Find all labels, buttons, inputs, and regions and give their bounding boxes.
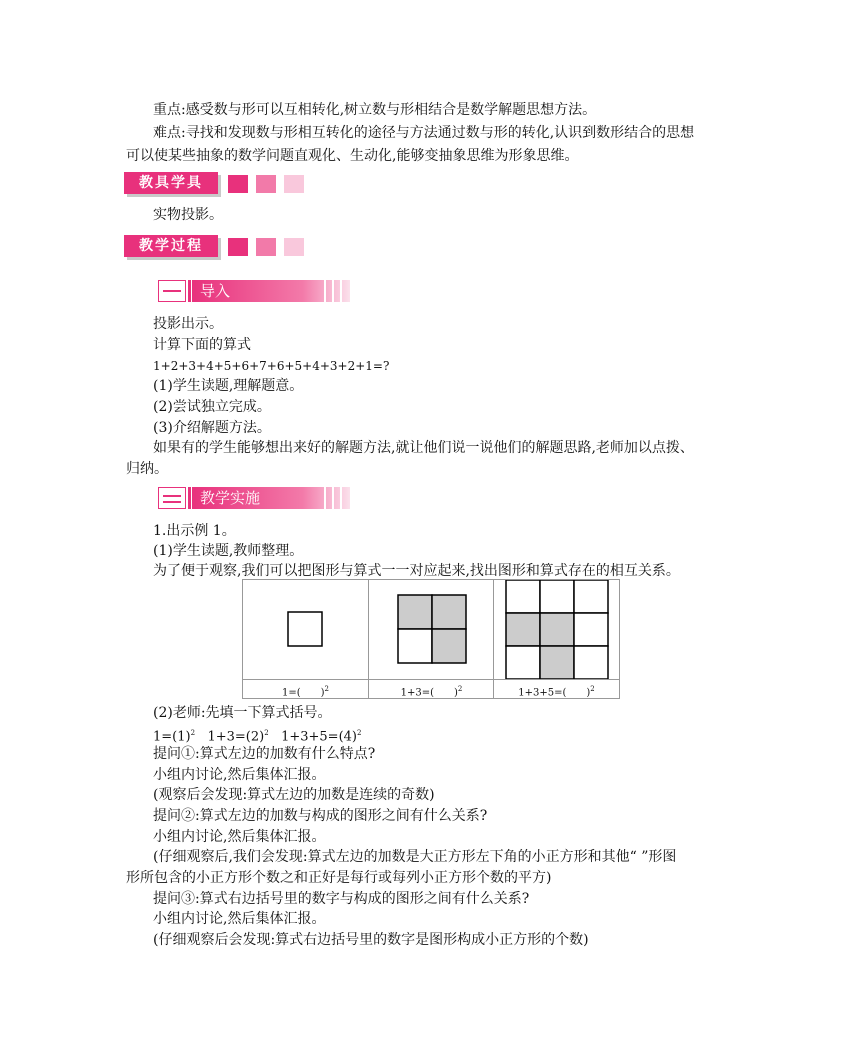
s1-line: (1)学生读题,理解题意。 — [153, 378, 304, 394]
s1-line: 如果有的学生能够想出来好的解题方法,就让他们说一说他们的解题思路,老师加以点拨、 — [153, 440, 694, 456]
s2-line: (2)老师:先填一下算式括号。 — [153, 705, 332, 721]
s1-line: 计算下面的算式 — [153, 337, 251, 353]
s2-line: 提问②:算式左边的加数与构成的图形之间有什么关系? — [153, 808, 488, 824]
section-2-number — [158, 487, 186, 509]
s2-line: (仔细观察后会发现:算式右边括号里的数字是图形构成小正方形的个数) — [153, 932, 589, 948]
section-2-title: 教学实施 — [200, 489, 261, 507]
filled-formulas: $1=(1)^2$ $1+3=(2)^2$ $1+3+5=(4)^2$ — [153, 729, 362, 745]
difficulty-line-2: 可以使某些抽象的数学问题直观化、生动化,能够变抽象思维为形象思维。 — [126, 148, 579, 164]
square-4-drawing — [369, 580, 494, 680]
figure-caption-1: 1=( )$^2$ — [243, 679, 368, 698]
section-1-banner — [158, 280, 350, 302]
s1-line: 投影出示。 — [153, 316, 223, 332]
s2-line: 小组内讨论,然后集体汇报。 — [153, 911, 326, 927]
s2-line: 小组内讨论,然后集体汇报。 — [153, 829, 326, 845]
header-square-1 — [228, 238, 248, 256]
s2-line: 提问①:算式左边的加数有什么特点? — [153, 746, 376, 762]
s2-line: (1)学生读题,教师整理。 — [153, 543, 304, 559]
header-square-2 — [256, 238, 276, 256]
s1-line: 归纳。 — [126, 461, 168, 477]
square-figure — [242, 579, 620, 699]
s1-line: (2)尝试独立完成。 — [153, 399, 271, 415]
header-square-1 — [228, 175, 248, 193]
header-square-3 — [284, 238, 304, 256]
square-9-drawing — [494, 580, 619, 680]
figure-cell-2 — [368, 580, 494, 698]
section-1-title: 导入 — [200, 282, 231, 300]
figure-caption-3: 1+3+5=( )$^2$ — [494, 679, 619, 698]
figure-caption-2: 1+3=( )$^2$ — [369, 679, 494, 698]
section-1-number — [158, 280, 186, 302]
figure-cell-3 — [493, 580, 619, 698]
s2-line: 小组内讨论,然后集体汇报。 — [153, 767, 326, 783]
section-2-banner — [158, 487, 350, 509]
s2-line: (观察后会发现:算式左边的加数是连续的奇数) — [153, 787, 435, 803]
square-1-drawing — [243, 580, 368, 680]
s2-line: 1.出示例 1。 — [153, 523, 236, 539]
s2-line: 提问③:算式右边括号里的数字与构成的图形之间有什么关系? — [153, 891, 530, 907]
s2-line: (仔细观察后,我们会发现:算式左边的加数是大正方形左下角的小正方形和其他“ ”形图 — [153, 849, 677, 865]
process-header-label: 教学过程 — [124, 235, 218, 257]
header-square-2 — [256, 175, 276, 193]
s1-line: (3)介绍解题方法。 — [153, 420, 271, 436]
tools-header-label: 教具学具 — [124, 172, 218, 194]
difficulty-line-1: 难点:寻找和发现数与形相互转化的途径与方法通过数与形的转化,认识到数形结合的思想 — [153, 125, 695, 141]
key-point: 重点:感受数与形可以互相转化,树立数与形相结合是数学解题思想方法。 — [153, 102, 597, 118]
s2-line: 形所包含的小正方形个数之和正好是每行或每列小正方形个数的平方) — [126, 870, 552, 886]
s2-line: 为了便于观察,我们可以把图形与算式一一对应起来,找出图形和算式存在的相互关系。 — [153, 563, 680, 579]
tools-text: 实物投影。 — [153, 207, 223, 223]
header-square-3 — [284, 175, 304, 193]
s1-line: 1+2+3+4+5+6+7+6+5+4+3+2+1=? — [153, 359, 390, 373]
figure-cell-1 — [243, 580, 368, 698]
